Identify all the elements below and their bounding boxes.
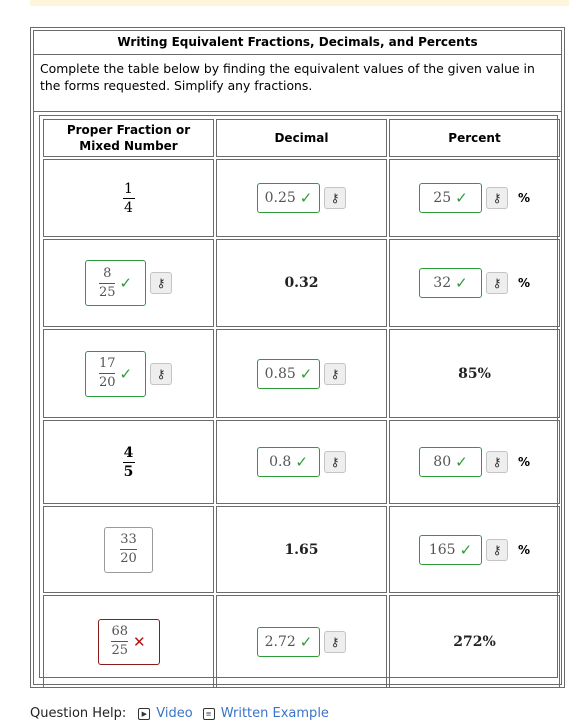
table-row-1-fraction xyxy=(43,159,214,237)
fraction-bar xyxy=(123,198,135,199)
instructions-text: Complete the table below by finding the equivalent values of the given value in the forms requested. Simplify any fractions. xyxy=(34,55,561,112)
key-icon[interactable]: ⚷ xyxy=(150,272,172,294)
top-notice-bar xyxy=(30,0,569,6)
check-icon: ✓ xyxy=(119,364,133,383)
key-icon[interactable]: ⚷ xyxy=(324,631,346,653)
table-row-4-fraction xyxy=(43,420,214,504)
fraction-bar xyxy=(123,462,135,463)
check-icon: ✓ xyxy=(299,364,313,383)
check-icon: ✓ xyxy=(295,453,308,471)
answer-value: 165 xyxy=(428,541,456,558)
table-row-6-percent xyxy=(389,595,560,688)
percent-sign: % xyxy=(517,276,531,290)
video-link-label: Video xyxy=(156,706,193,721)
table-row-5-decimal xyxy=(216,506,387,593)
fraction-bar xyxy=(120,549,137,550)
table-row-5-fraction xyxy=(43,506,214,593)
answer-field-decimal[interactable] xyxy=(257,183,320,213)
page-title: Writing Equivalent Fractions, Decimals, and Percents xyxy=(34,31,561,55)
fraction-denominator: 25 xyxy=(111,643,128,658)
check-icon: ✓ xyxy=(299,189,313,207)
answer-field-percent[interactable] xyxy=(419,183,482,213)
key-icon[interactable]: ⚷ xyxy=(324,363,346,385)
fraction-denominator: 5 xyxy=(123,463,134,480)
question-help xyxy=(30,706,339,721)
table-row-6-fraction xyxy=(43,595,214,688)
fraction-numerator: 1 xyxy=(124,180,133,197)
table-row-3-fraction xyxy=(43,329,214,418)
given-decimal: 1.65 xyxy=(284,541,319,558)
answer-value: 0.8 xyxy=(269,454,292,470)
check-icon: ✓ xyxy=(455,274,468,292)
answer-field-fraction[interactable] xyxy=(85,351,146,397)
written-example-link[interactable] xyxy=(203,706,329,721)
percent-sign: % xyxy=(517,455,531,469)
answer-value: 25 xyxy=(433,190,452,206)
fraction-denominator: 4 xyxy=(124,199,133,216)
fraction-numerator: 33 xyxy=(120,532,137,547)
fraction-denominator: 25 xyxy=(98,284,116,300)
answer-field-fraction[interactable] xyxy=(104,527,153,573)
table-row-2-percent xyxy=(389,239,560,327)
table-row-2-decimal xyxy=(216,239,387,327)
answer-field-fraction[interactable] xyxy=(98,619,160,665)
table-row-4-percent xyxy=(389,420,560,504)
question-help-label: Question Help: xyxy=(30,706,127,721)
answer-field-percent[interactable] xyxy=(419,535,482,565)
key-icon[interactable]: ⚷ xyxy=(324,187,346,209)
answer-fraction xyxy=(99,357,116,390)
col-header-percent: Percent xyxy=(389,119,560,157)
check-icon: ✓ xyxy=(455,453,468,471)
table-row-3-decimal xyxy=(216,329,387,418)
fraction-numerator: 4 xyxy=(123,444,134,461)
answer-value: 0.25 xyxy=(264,190,296,206)
check-icon: ✓ xyxy=(459,540,473,559)
answer-field-decimal[interactable] xyxy=(257,447,320,477)
col-header-decimal: Decimal xyxy=(216,119,387,157)
table-row-3-percent xyxy=(389,329,560,418)
given-percent: 85% xyxy=(458,365,491,382)
check-icon: ✓ xyxy=(119,274,133,292)
fraction-numerator: 8 xyxy=(103,265,112,281)
answer-value: 32 xyxy=(433,275,452,291)
table-row-4-decimal xyxy=(216,420,387,504)
video-link[interactable] xyxy=(138,706,192,721)
fraction-denominator: 20 xyxy=(120,551,137,566)
given-decimal: 0.32 xyxy=(284,275,319,291)
answer-field-percent[interactable] xyxy=(419,447,482,477)
answer-field-percent[interactable] xyxy=(419,268,482,298)
percent-sign: % xyxy=(517,191,531,205)
answer-fraction xyxy=(111,625,128,658)
fraction-numerator: 17 xyxy=(98,356,116,371)
answer-fraction xyxy=(120,533,137,566)
answer-value: 80 xyxy=(433,454,452,470)
answer-value: 2.72 xyxy=(264,633,296,650)
key-icon[interactable]: ⚷ xyxy=(486,451,508,473)
table-row-5-percent xyxy=(389,506,560,593)
fraction-bar xyxy=(111,641,128,642)
equivalents-table xyxy=(39,115,558,678)
answer-value: 0.85 xyxy=(264,365,296,382)
table-row-1-percent xyxy=(389,159,560,237)
answer-field-decimal[interactable] xyxy=(257,627,320,657)
key-icon[interactable]: ⚷ xyxy=(324,451,346,473)
table-row-6-decimal xyxy=(216,595,387,688)
table-row-2-fraction xyxy=(43,239,214,327)
play-icon: ▶ xyxy=(138,708,150,720)
given-percent: 272% xyxy=(453,633,496,650)
fraction-denominator: 20 xyxy=(98,375,116,390)
fraction-bar xyxy=(99,373,116,374)
incorrect-x-icon: ✕ xyxy=(132,632,146,651)
answer-field-decimal[interactable] xyxy=(257,359,320,389)
key-icon[interactable]: ⚷ xyxy=(486,539,508,561)
col-header-fraction: Proper Fraction or Mixed Number xyxy=(43,119,214,157)
given-fraction xyxy=(123,182,135,215)
given-fraction xyxy=(123,446,135,479)
check-icon: ✓ xyxy=(455,189,468,207)
written-example-label: Written Example xyxy=(220,706,329,721)
answer-fraction xyxy=(99,267,116,300)
fraction-bar xyxy=(99,283,116,284)
fraction-numerator: 68 xyxy=(111,624,128,639)
percent-sign: % xyxy=(517,542,531,557)
check-icon: ✓ xyxy=(299,632,313,651)
key-icon[interactable]: ⚷ xyxy=(486,187,508,209)
key-icon[interactable]: ⚷ xyxy=(486,272,508,294)
key-icon[interactable]: ⚷ xyxy=(150,363,172,385)
document-icon: ≡ xyxy=(203,708,215,720)
question-panel xyxy=(30,27,565,688)
table-row-1-decimal xyxy=(216,159,387,237)
answer-field-fraction[interactable] xyxy=(85,260,146,306)
